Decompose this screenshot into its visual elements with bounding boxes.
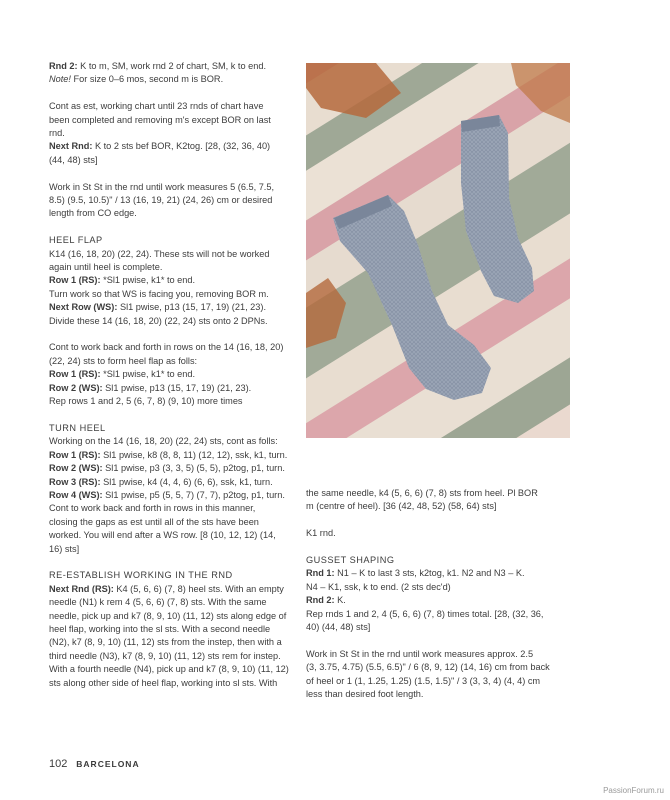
section-heading: TURN HEEL <box>49 422 106 433</box>
socks-photo <box>306 63 570 438</box>
bold-label: Row 2 (WS): <box>49 382 103 393</box>
text-run: (3, 3.75, 4.75) (5.5, 6.5)" / 6 (8, 9, 12) (14, 16) cm from back <box>306 662 550 673</box>
text-line <box>306 688 551 701</box>
text-line <box>49 583 292 596</box>
text-line <box>49 274 292 287</box>
text-line <box>49 677 292 690</box>
text-run: Working on the 14 (16, 18, 20) (22, 24) sts, cont as folls: <box>49 436 278 447</box>
text-line <box>49 207 292 220</box>
text-line <box>49 596 292 609</box>
text-run: length from CO edge. <box>49 208 137 219</box>
paragraph <box>49 181 292 221</box>
text-run: the same needle, k4 (5, 6, 6) (7, 8) sts from heel. Pl BOR <box>306 488 538 498</box>
text-run: Cont to work back and forth in rows in this manner, <box>49 503 256 514</box>
bold-label: Row 1 (RS): <box>49 275 101 286</box>
socks-illustration <box>306 63 570 438</box>
paragraph <box>49 100 292 167</box>
text-run: rnd. <box>49 128 65 139</box>
text-line <box>49 543 292 556</box>
text-run: of heel or 1 (1, 1.25, 1.25) (1.5, 1.5)" / 3 (3, 3, 4) (4, 4) cm <box>306 675 541 686</box>
text-line <box>49 529 292 542</box>
text-line <box>49 100 292 113</box>
text-line <box>49 355 292 368</box>
paragraph <box>49 435 292 556</box>
text-run: 40) (44, 48) sts] <box>306 622 371 633</box>
text-line <box>49 516 292 529</box>
text-line <box>49 181 292 194</box>
section-heading: GUSSET SHAPING <box>306 555 395 565</box>
text-line <box>306 621 551 634</box>
text-run: 8.5) (9.5, 10.5)" / 13 (16, 19, 21) (24, 26) cm or desired <box>49 195 273 206</box>
text-run: Cont to work back and forth in rows on the 14 (16, 18, 20) <box>49 342 284 353</box>
paragraph <box>306 487 551 514</box>
text-line <box>49 368 292 381</box>
bold-label: Rnd 1: <box>306 568 335 579</box>
text-run: Divide these 14 (16, 18, 20) (22, 24) sts onto 2 DPNs. <box>49 315 268 326</box>
text-line <box>49 462 292 475</box>
text-run: been completed and removing m's except BOR on last <box>49 114 271 125</box>
text-line <box>49 610 292 623</box>
text-line <box>49 154 292 167</box>
text-line <box>49 502 292 515</box>
text-line <box>49 341 292 354</box>
text-run: Sl1 pwise, p13 (15, 17, 19) (21, 23). <box>117 302 267 313</box>
text-run: sts along other side of heel flap, working into sl sts. With <box>49 677 278 688</box>
bold-label: Next Rnd (RS): <box>49 583 114 594</box>
text-line <box>49 636 292 649</box>
text-run: (N2), k7 (8, 9, 10) (11, 12) sts from the instep, then with a <box>49 637 282 648</box>
text-line <box>49 60 292 73</box>
text-line <box>306 487 551 500</box>
text-run: Turn work so that WS is facing you, removing BOR m. <box>49 288 269 299</box>
text-run: Work in St St in the rnd until work measures 5 (6.5, 7.5, <box>49 181 275 192</box>
text-line <box>49 127 292 140</box>
text-run: (22, 24) sts to form heel flap as folls: <box>49 355 198 366</box>
text-line <box>49 261 292 274</box>
bold-label: Row 2 (WS): <box>49 463 103 474</box>
text-run: third needle (N3), k7 (8, 9, 10) (11, 12) sts rem for instep. <box>49 650 281 661</box>
text-line <box>49 73 292 86</box>
bold-label: Rnd 2: <box>306 595 335 606</box>
text-run: worked. You will end after a WS row. [8 (10, 12, 12) (14, <box>49 530 276 541</box>
text-run: Cont as est, working chart until 23 rnds of chart have <box>49 101 264 112</box>
text-run: needle, pick up and k7 (8, 9, 10) (11, 12) sts along edge of <box>49 610 287 621</box>
text-run: K1 rnd. <box>306 528 336 539</box>
paragraph <box>49 341 292 408</box>
text-run: less than desired foot length. <box>306 689 424 700</box>
page-footer <box>49 758 140 770</box>
text-run: For size 0–6 mos, second m is BOR. <box>70 74 224 85</box>
text-line <box>306 648 551 661</box>
right-text-column <box>306 487 551 715</box>
text-line <box>49 382 292 395</box>
section-heading: RE-ESTABLISH WORKING IN THE RND <box>49 570 233 581</box>
text-line <box>49 248 292 261</box>
text-run: Rep rows 1 and 2, 5 (6, 7, 8) (9, 10) more times <box>49 396 243 407</box>
bold-label: Rnd 2: <box>49 61 78 71</box>
paragraph <box>49 248 292 328</box>
text-line <box>306 567 551 580</box>
text-run: *Sl1 pwise, k1* to end. <box>100 275 196 286</box>
paragraph <box>49 583 292 690</box>
italic-note: Note! <box>49 74 71 85</box>
text-run: K to m, SM, work rnd 2 of chart, SM, k to end. <box>77 61 267 71</box>
text-run: Sl1 pwise, k4 (4, 4, 6) (6, 6), ssk, k1, turn. <box>100 476 273 487</box>
paragraph <box>49 60 292 87</box>
text-line <box>306 527 551 540</box>
text-line <box>49 140 292 153</box>
section-heading: HEEL FLAP <box>49 235 103 246</box>
text-line <box>49 663 292 676</box>
text-line <box>49 288 292 301</box>
bold-label: Row 4 (WS): <box>49 489 103 500</box>
page-number: 102 <box>49 758 68 770</box>
bold-label: Row 1 (RS): <box>49 449 101 460</box>
text-run: N4 – K1, ssk, k to end. (2 sts dec'd) <box>306 581 451 592</box>
text-line <box>49 623 292 636</box>
bold-label: Next Row (WS): <box>49 302 118 313</box>
text-line <box>49 315 292 328</box>
text-line <box>49 476 292 489</box>
text-line <box>49 449 292 462</box>
text-run: closing the gaps as est until all of the sts have been <box>49 516 259 527</box>
text-run: N1 – K to last 3 sts, k2tog, k1. N2 and N3 – K. <box>334 568 525 579</box>
text-run: K4 (5, 6, 6) (7, 8) heel sts. With an empty <box>113 583 284 594</box>
text-line <box>306 594 551 607</box>
text-run: again until heel is complete. <box>49 262 163 273</box>
text-line <box>49 194 292 207</box>
text-line <box>49 395 292 408</box>
text-line <box>306 661 551 674</box>
text-run: Work in St St in the rnd until work measures approx. 2.5 <box>306 648 534 659</box>
text-run: *Sl1 pwise, k1* to end. <box>100 369 196 380</box>
text-run: With a fourth needle (N4), pick up and k7 (8, 9, 10) (11, 12) <box>49 664 289 675</box>
text-line <box>49 114 292 127</box>
text-run: Sl1 pwise, p3 (3, 3, 5) (5, 5), p2tog, p1, turn. <box>102 463 285 474</box>
text-line <box>49 301 292 314</box>
text-line <box>49 650 292 663</box>
paragraph <box>306 648 551 702</box>
paragraph <box>306 527 551 540</box>
running-title: BARCELONA <box>76 759 140 769</box>
text-run: K14 (16, 18, 20) (22, 24). These sts will not be worked <box>49 248 270 259</box>
text-line <box>49 435 292 448</box>
text-run: (44, 48) sts] <box>49 154 98 165</box>
bold-label: Row 3 (RS): <box>49 476 101 487</box>
text-run: Rep rnds 1 and 2, 4 (5, 6, 6) (7, 8) times total. [28, (32, 36, <box>306 608 544 619</box>
left-text-column <box>49 60 292 703</box>
text-line <box>49 489 292 502</box>
text-line <box>306 581 551 594</box>
bold-label: Next Rnd: <box>49 141 93 152</box>
text-run: Sl1 pwise, k8 (8, 8, 11) (12, 12), ssk, k1, turn. <box>100 449 288 460</box>
bold-label: Row 1 (RS): <box>49 369 101 380</box>
watermark: PassionForum.ru <box>603 786 664 795</box>
text-run: Sl1 pwise, p5 (5, 5, 7) (7, 7), p2tog, p1, turn. <box>102 489 285 500</box>
text-run: K to 2 sts bef BOR, K2tog. [28, (32, 36, 40) <box>92 141 271 152</box>
paragraph <box>306 567 551 634</box>
text-run: 16) sts] <box>49 543 80 554</box>
text-line <box>306 608 551 621</box>
text-run: m (centre of heel). [36 (42, 48, 52) (58, 64) sts] <box>306 501 497 512</box>
text-line <box>306 675 551 688</box>
text-run: K. <box>334 595 346 606</box>
text-run: Sl1 pwise, p13 (15, 17, 19) (21, 23). <box>102 382 252 393</box>
text-line <box>306 500 551 513</box>
text-run: heel flap, working into the sl sts. With a second needle <box>49 623 271 634</box>
text-run: needle (N1) k rem 4 (5, 6, 6) (7, 8) sts. With the same <box>49 597 267 608</box>
